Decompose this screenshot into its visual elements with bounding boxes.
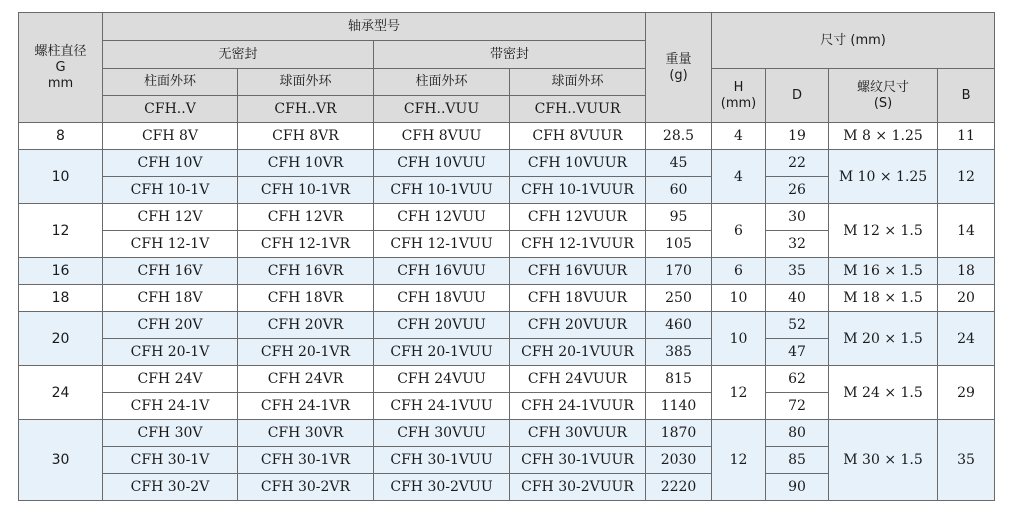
h-label: H	[733, 79, 744, 95]
h-cell: 4	[712, 123, 766, 150]
model-vr-cell: CFH 24-1VR	[238, 393, 374, 420]
table-row	[19, 258, 995, 285]
b-cell: 35	[938, 420, 995, 501]
model-vuu-cell: CFH 10-1VUU	[374, 177, 510, 204]
thread-label: 螺纹尺寸	[857, 79, 910, 95]
d-cell: 52	[766, 312, 829, 339]
weight-cell: 385	[646, 339, 712, 366]
d-cell: 62	[766, 366, 829, 393]
weight-cell: 95	[646, 204, 712, 231]
model-v-cell: CFH 24-1V	[103, 393, 238, 420]
thread-cell: M 24 × 1.5	[829, 366, 938, 420]
model-vuu-cell: CFH 30-1VUU	[374, 447, 510, 474]
d-header: D	[766, 69, 829, 123]
model-vuur-cell: CFH 8VUUR	[510, 123, 646, 150]
table-row	[19, 312, 995, 339]
model-vuu-cell: CFH 30-2VUU	[374, 474, 510, 501]
diameter-cell: 12	[19, 204, 103, 258]
weight-cell: 170	[646, 258, 712, 285]
sph-outer-sealed-header: 球面外环	[510, 69, 646, 96]
code-sph-sealed-header: CFH..VUUR	[510, 96, 646, 123]
model-vuu-cell: CFH 24-1VUU	[374, 393, 510, 420]
model-vuur-cell: CFH 20-1VUUR	[510, 339, 646, 366]
weight-header	[646, 13, 712, 123]
thread-cell: M 30 × 1.5	[829, 420, 938, 501]
diameter-unit: mm	[47, 75, 74, 91]
diameter-header	[19, 13, 103, 123]
model-v-cell: CFH 10-1V	[103, 177, 238, 204]
table-row	[19, 123, 995, 150]
model-vuur-cell: CFH 24-1VUUR	[510, 393, 646, 420]
h-cell: 12	[712, 420, 766, 501]
table-row	[19, 204, 995, 231]
diameter-label: 螺柱直径	[34, 43, 87, 59]
model-vuur-cell: CFH 10-1VUUR	[510, 177, 646, 204]
model-vr-cell: CFH 10VR	[238, 150, 374, 177]
no-seal-header: 无密封	[103, 41, 374, 69]
model-vr-cell: CFH 18VR	[238, 285, 374, 312]
d-cell: 40	[766, 285, 829, 312]
h-cell: 6	[712, 204, 766, 258]
h-header	[712, 69, 766, 123]
model-vr-cell: CFH 30-2VR	[238, 474, 374, 501]
model-vr-cell: CFH 16VR	[238, 258, 374, 285]
model-vr-cell: CFH 12-1VR	[238, 231, 374, 258]
thread-cell: M 20 × 1.5	[829, 312, 938, 366]
with-seal-header: 带密封	[374, 41, 646, 69]
d-cell: 72	[766, 393, 829, 420]
model-vuu-cell: CFH 18VUU	[374, 285, 510, 312]
thread-cell: M 12 × 1.5	[829, 204, 938, 258]
table-row	[19, 420, 995, 447]
d-cell: 32	[766, 231, 829, 258]
model-vr-cell: CFH 10-1VR	[238, 177, 374, 204]
model-vr-cell: CFH 8VR	[238, 123, 374, 150]
thread-cell: M 18 × 1.5	[829, 285, 938, 312]
model-vuur-cell: CFH 10VUUR	[510, 150, 646, 177]
weight-cell: 60	[646, 177, 712, 204]
model-v-cell: CFH 24V	[103, 366, 238, 393]
diameter-cell: 8	[19, 123, 103, 150]
model-v-cell: CFH 10V	[103, 150, 238, 177]
model-vuu-cell: CFH 12-1VUU	[374, 231, 510, 258]
d-cell: 35	[766, 258, 829, 285]
b-cell: 11	[938, 123, 995, 150]
code-cyl-header: CFH..V	[103, 96, 238, 123]
weight-cell: 250	[646, 285, 712, 312]
model-vuur-cell: CFH 30-1VUUR	[510, 447, 646, 474]
diameter-cell: 16	[19, 258, 103, 285]
model-vuur-cell: CFH 16VUUR	[510, 258, 646, 285]
weight-unit: (g)	[669, 67, 688, 83]
diameter-cell: 30	[19, 420, 103, 501]
model-vr-cell: CFH 24VR	[238, 366, 374, 393]
h-cell: 10	[712, 285, 766, 312]
model-vuu-cell: CFH 24VUU	[374, 366, 510, 393]
d-cell: 90	[766, 474, 829, 501]
diameter-cell: 20	[19, 312, 103, 366]
thread-symbol: (S)	[873, 95, 893, 111]
weight-cell: 1870	[646, 420, 712, 447]
b-cell: 14	[938, 204, 995, 258]
h-cell: 10	[712, 312, 766, 366]
bearing-model-header: 轴承型号	[103, 13, 646, 41]
model-vuur-cell: CFH 18VUUR	[510, 285, 646, 312]
thread-cell: M 16 × 1.5	[829, 258, 938, 285]
model-v-cell: CFH 20-1V	[103, 339, 238, 366]
model-v-cell: CFH 8V	[103, 123, 238, 150]
thread-cell: M 10 × 1.25	[829, 150, 938, 204]
model-v-cell: CFH 12-1V	[103, 231, 238, 258]
model-v-cell: CFH 16V	[103, 258, 238, 285]
weight-cell: 45	[646, 150, 712, 177]
h-cell: 12	[712, 366, 766, 420]
thread-cell: M 8 × 1.25	[829, 123, 938, 150]
table-row	[19, 150, 995, 177]
h-cell: 6	[712, 258, 766, 285]
d-cell: 22	[766, 150, 829, 177]
diameter-cell: 10	[19, 150, 103, 204]
model-vuur-cell: CFH 30-2VUUR	[510, 474, 646, 501]
model-vuu-cell: CFH 8VUU	[374, 123, 510, 150]
weight-cell: 460	[646, 312, 712, 339]
b-header: B	[938, 69, 995, 123]
table-body	[19, 123, 995, 501]
d-cell: 30	[766, 204, 829, 231]
code-sph-header: CFH..VR	[238, 96, 374, 123]
diameter-cell: 18	[19, 285, 103, 312]
model-vuu-cell: CFH 10VUU	[374, 150, 510, 177]
h-unit: (mm)	[720, 95, 757, 111]
weight-cell: 2220	[646, 474, 712, 501]
thread-header	[829, 69, 938, 123]
b-cell: 24	[938, 312, 995, 366]
model-vr-cell: CFH 12VR	[238, 204, 374, 231]
b-cell: 29	[938, 366, 995, 420]
model-vr-cell: CFH 30-1VR	[238, 447, 374, 474]
weight-cell: 2030	[646, 447, 712, 474]
dimensions-header: 尺寸 (mm)	[712, 13, 995, 69]
model-vuu-cell: CFH 16VUU	[374, 258, 510, 285]
table-row	[19, 285, 995, 312]
weight-cell: 1140	[646, 393, 712, 420]
model-vuu-cell: CFH 20-1VUU	[374, 339, 510, 366]
weight-cell: 815	[646, 366, 712, 393]
model-vuu-cell: CFH 12VUU	[374, 204, 510, 231]
diameter-symbol: G	[55, 59, 66, 75]
h-cell: 4	[712, 150, 766, 204]
model-vr-cell: CFH 30VR	[238, 420, 374, 447]
cyl-outer-sealed-header: 柱面外环	[374, 69, 510, 96]
code-cyl-sealed-header: CFH..VUU	[374, 96, 510, 123]
model-v-cell: CFH 30-2V	[103, 474, 238, 501]
model-v-cell: CFH 20V	[103, 312, 238, 339]
model-v-cell: CFH 30-1V	[103, 447, 238, 474]
cyl-outer-header: 柱面外环	[103, 69, 238, 96]
d-cell: 26	[766, 177, 829, 204]
b-cell: 20	[938, 285, 995, 312]
b-cell: 18	[938, 258, 995, 285]
sph-outer-header: 球面外环	[238, 69, 374, 96]
model-vr-cell: CFH 20-1VR	[238, 339, 374, 366]
model-v-cell: CFH 12V	[103, 204, 238, 231]
model-vuur-cell: CFH 30VUUR	[510, 420, 646, 447]
model-vuur-cell: CFH 20VUUR	[510, 312, 646, 339]
table-row	[19, 366, 995, 393]
model-vuur-cell: CFH 24VUUR	[510, 366, 646, 393]
weight-cell: 105	[646, 231, 712, 258]
b-cell: 12	[938, 150, 995, 204]
d-cell: 47	[766, 339, 829, 366]
d-cell: 85	[766, 447, 829, 474]
weight-label: 重量	[665, 51, 692, 67]
diameter-cell: 24	[19, 366, 103, 420]
model-vuu-cell: CFH 30VUU	[374, 420, 510, 447]
d-cell: 80	[766, 420, 829, 447]
model-vr-cell: CFH 20VR	[238, 312, 374, 339]
model-vuu-cell: CFH 20VUU	[374, 312, 510, 339]
model-vuur-cell: CFH 12-1VUUR	[510, 231, 646, 258]
model-v-cell: CFH 18V	[103, 285, 238, 312]
model-v-cell: CFH 30V	[103, 420, 238, 447]
bearing-spec-table	[18, 12, 995, 501]
d-cell: 19	[766, 123, 829, 150]
model-vuur-cell: CFH 12VUUR	[510, 204, 646, 231]
weight-cell: 28.5	[646, 123, 712, 150]
